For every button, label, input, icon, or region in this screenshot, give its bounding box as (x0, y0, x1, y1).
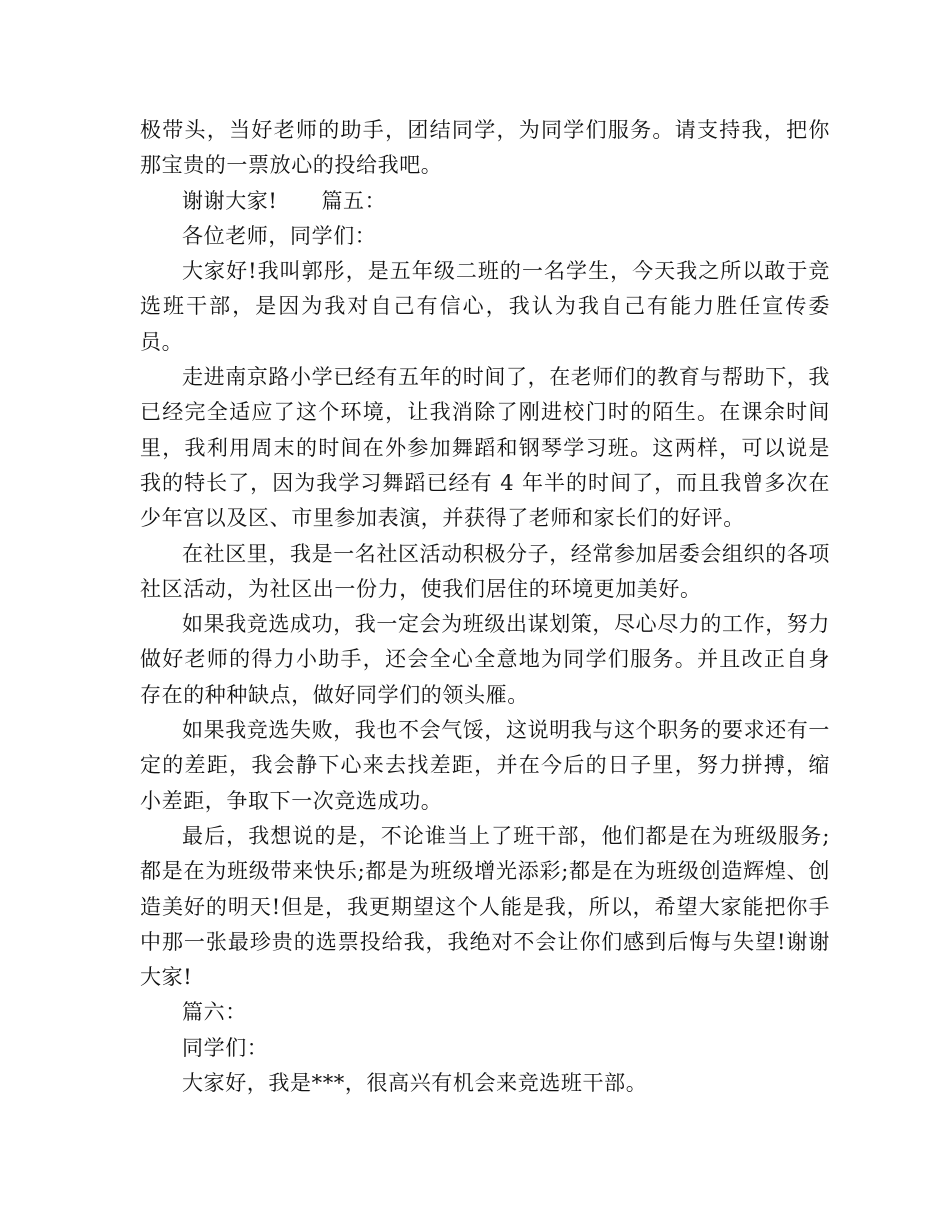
paragraph-4: 大家好!我叫郭彤，是五年级二班的一名学生，今天我之所以敢于竞选班干部，是因为我对自己有信心，我认为我自己有能力胜任宣传委员。 (140, 259, 830, 354)
paragraph-1: 极带头，当好老师的助手，团结同学，为同学们服务。请支持我，把你那宝贵的一票放心的投给我吧。 (140, 118, 830, 178)
section-heading-5: 篇五： (321, 188, 387, 213)
paragraph-6: 在社区里，我是一名社区活动积极分子，经常参加居委会组织的各项社区活动，为社区出一份力，使我们居住的环境更加美好。 (140, 541, 830, 601)
paragraph-9: 最后，我想说的是，不论谁当上了班干部，他们都是在为班级服务;都是在为班级带来快乐;都是为班级增光添彩;都是在为班级创造辉煌、创造美好的明天!但是，我更期望这个人能是我，所以，希望大家能把你手中那一张最珍贵的选票投给我，我绝对不会让你们感到后悔与失望!谢谢大家! (140, 823, 830, 990)
paragraph-8: 如果我竞选失败，我也不会气馁，这说明我与这个职务的要求还有一定的差距，我会静下心来去找差距，并在今后的日子里，努力拼搏，缩小差距，争取下一次竞选成功。 (140, 718, 830, 813)
paragraph-11: 同学们： (182, 1035, 269, 1060)
thanks-text: 谢谢大家! (182, 188, 278, 213)
paragraph-2 (140, 184, 830, 219)
paragraph-5: 走进南京路小学已经有五年的时间了，在老师们的教育与帮助下，我已经完全适应了这个环境，让我消除了刚进校门时的陌生。在课余时间里，我利用周末的时间在外参加舞蹈和钢琴学习班。这两样，可以说是我的特长了，因为我学习舞蹈已经有 4 年半的时间了，而且我曾多次在少年宫以及区、市里参加表演，并获得了老师和家长们的好评。 (140, 365, 830, 531)
paragraph-12: 大家好，我是***，很高兴有机会来竞选班干部。 (182, 1071, 648, 1096)
document-body (140, 113, 830, 1101)
paragraph-3: 各位老师，同学们： (182, 223, 377, 248)
paragraph-7: 如果我竞选成功，我一定会为班级出谋划策，尽心尽力的工作，努力做好老师的得力小助手，还会全心全意地为同学们服务。并且改正自身存在的种种缺点，做好同学们的领头雁。 (140, 612, 830, 707)
section-heading-6: 篇六： (182, 1000, 247, 1025)
